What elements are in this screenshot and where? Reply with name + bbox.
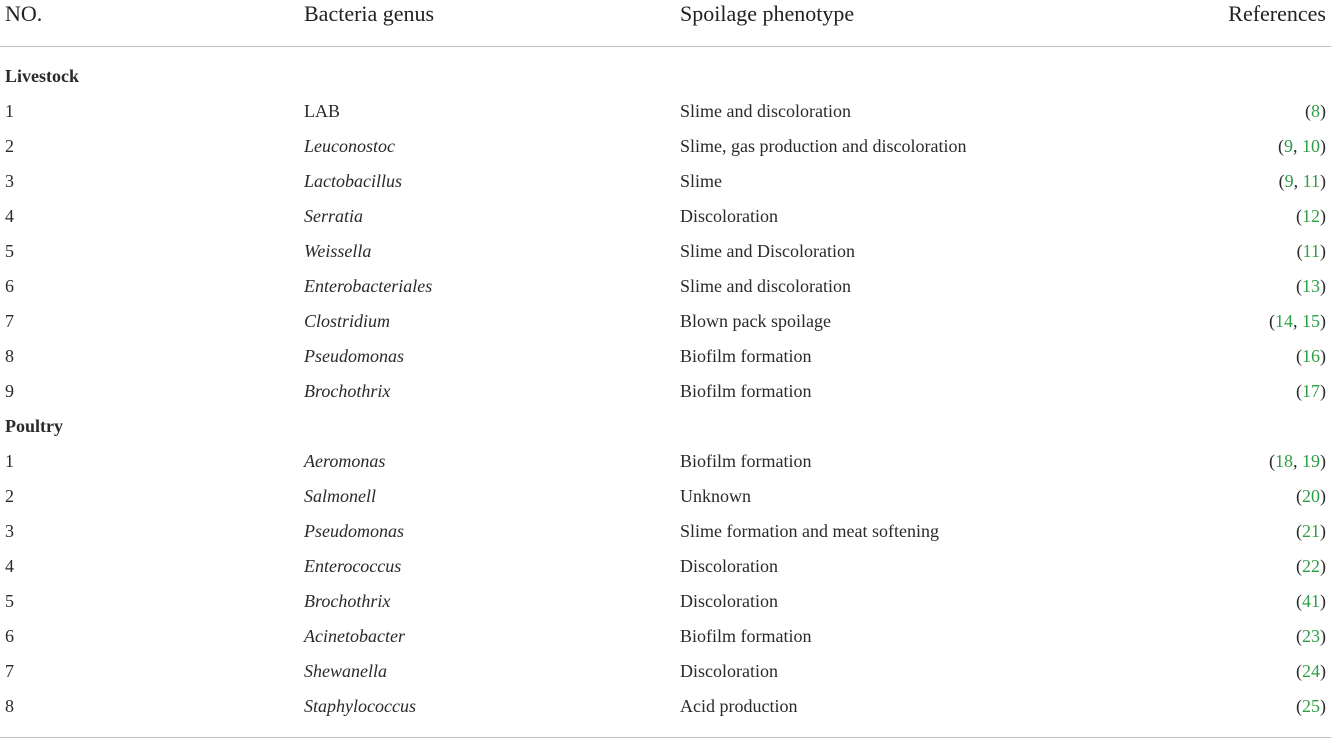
references-cell: (8): [1305, 101, 1326, 121]
row-number: 4: [5, 206, 14, 226]
row-number: 4: [5, 556, 14, 576]
reference-link[interactable]: 41: [1302, 591, 1320, 611]
group-label: Livestock: [5, 66, 79, 86]
row-number: 7: [5, 661, 14, 681]
reference-link[interactable]: 24: [1302, 661, 1320, 681]
bacteria-genus: Pseudomonas: [304, 521, 404, 541]
reference-link[interactable]: 16: [1302, 346, 1320, 366]
spoilage-phenotype: Biofilm formation: [680, 451, 812, 471]
row-number: 1: [5, 451, 14, 471]
bacteria-genus: Brochothrix: [304, 591, 391, 611]
bacteria-genus: Aeromonas: [304, 451, 386, 471]
reference-link[interactable]: 17: [1302, 381, 1320, 401]
references-cell: (14, 15): [1269, 311, 1326, 331]
table-row: [0, 164, 1331, 199]
header-genus: Bacteria genus: [304, 1, 435, 26]
bacteria-genus: Acinetobacter: [304, 626, 405, 646]
bacteria-genus: Lactobacillus: [304, 171, 402, 191]
references-cell: (22): [1296, 556, 1326, 576]
bacteria-genus: Enterococcus: [304, 556, 402, 576]
row-number: 6: [5, 276, 14, 296]
bacteria-genus: Staphylococcus: [304, 696, 416, 716]
reference-link[interactable]: 19: [1302, 451, 1320, 471]
table-row: [0, 549, 1331, 584]
reference-link[interactable]: 9: [1284, 136, 1293, 156]
row-number: 2: [5, 486, 14, 506]
row-number: 5: [5, 591, 14, 611]
spoilage-phenotype: Biofilm formation: [680, 626, 812, 646]
bacteria-genus: Clostridium: [304, 311, 391, 331]
references-cell: (25): [1296, 696, 1326, 716]
reference-link[interactable]: 21: [1302, 521, 1320, 541]
reference-link[interactable]: 11: [1302, 241, 1320, 261]
row-number: 3: [5, 521, 14, 541]
table-row: [0, 374, 1331, 409]
spoilage-phenotype: Slime and discoloration: [680, 276, 851, 296]
reference-link[interactable]: 15: [1302, 311, 1320, 331]
spoilage-phenotype: Discoloration: [680, 591, 778, 611]
table-row: [0, 304, 1331, 339]
bacteria-genus: Brochothrix: [304, 381, 391, 401]
group-label: Poultry: [5, 416, 63, 436]
spoilage-phenotype: Acid production: [680, 696, 798, 716]
table-row: [0, 654, 1331, 689]
references-cell: (13): [1296, 276, 1326, 296]
references-cell: (20): [1296, 486, 1326, 506]
header-phenotype: Spoilage phenotype: [680, 1, 855, 26]
table-row: [0, 619, 1331, 654]
table-row: [0, 129, 1331, 164]
spoilage-phenotype: Blown pack spoilage: [680, 311, 831, 331]
references-cell: (9, 10): [1278, 136, 1326, 156]
reference-link[interactable]: 20: [1302, 486, 1320, 506]
references-cell: (12): [1296, 206, 1326, 226]
references-cell: (9, 11): [1278, 171, 1326, 191]
reference-link[interactable]: 10: [1302, 136, 1320, 156]
reference-link[interactable]: 12: [1302, 206, 1320, 226]
reference-link[interactable]: 18: [1275, 451, 1293, 471]
row-number: 8: [5, 696, 14, 716]
spoilage-phenotype: Biofilm formation: [680, 381, 812, 401]
spoilage-phenotype: Discoloration: [680, 556, 778, 576]
spoilage-phenotype: Slime formation and meat softening: [680, 521, 939, 541]
table-row: [0, 444, 1331, 479]
reference-link[interactable]: 11: [1302, 171, 1320, 191]
references-cell: (21): [1296, 521, 1326, 541]
table-row: [0, 584, 1331, 619]
bacteria-genus: LAB: [304, 101, 340, 121]
table-row: [0, 479, 1331, 514]
bacteria-genus: Salmonell: [304, 486, 376, 506]
row-number: 5: [5, 241, 14, 261]
header-rule: [0, 46, 1331, 47]
row-number: 6: [5, 626, 14, 646]
row-number: 1: [5, 101, 14, 121]
reference-link[interactable]: 23: [1302, 626, 1320, 646]
bacteria-genus: Weissella: [304, 241, 372, 261]
bacteria-genus: Pseudomonas: [304, 346, 404, 366]
bacteria-genus: Shewanella: [304, 661, 387, 681]
references-cell: (24): [1296, 661, 1326, 681]
spoilage-phenotype: Slime, gas production and discoloration: [680, 136, 967, 156]
bacteria-genus: Enterobacteriales: [304, 276, 433, 296]
reference-link[interactable]: 25: [1302, 696, 1320, 716]
table-row: [0, 689, 1331, 724]
spoilage-phenotype: Discoloration: [680, 661, 778, 681]
reference-link[interactable]: 9: [1284, 171, 1294, 191]
row-number: 7: [5, 311, 14, 331]
reference-link[interactable]: 13: [1302, 276, 1320, 296]
spoilage-phenotype: Slime and discoloration: [680, 101, 851, 121]
references-cell: (11): [1296, 241, 1326, 261]
spoilage-phenotype: Slime and Discoloration: [680, 241, 855, 261]
spoilage-phenotype: Discoloration: [680, 206, 778, 226]
bacteria-genus: Leuconostoc: [304, 136, 395, 156]
reference-link[interactable]: 8: [1311, 101, 1320, 121]
table-row: [0, 94, 1331, 129]
spoilage-phenotype: Biofilm formation: [680, 346, 812, 366]
table-row: [0, 199, 1331, 234]
references-cell: (17): [1296, 381, 1326, 401]
row-number: 8: [5, 346, 14, 366]
references-cell: (23): [1296, 626, 1326, 646]
table-header: [0, 0, 1331, 47]
table-row: [0, 339, 1331, 374]
table-row: [0, 269, 1331, 304]
row-number: 3: [5, 171, 14, 191]
references-cell: (18, 19): [1269, 451, 1326, 471]
table-row: [0, 514, 1331, 549]
bacteria-genus: Serratia: [304, 206, 364, 226]
references-cell: (16): [1296, 346, 1326, 366]
header-no: NO.: [5, 1, 43, 26]
table-row: [0, 234, 1331, 269]
references-cell: (41): [1296, 591, 1326, 611]
row-number: 9: [5, 381, 14, 401]
reference-link[interactable]: 22: [1302, 556, 1320, 576]
header-references: References: [1228, 1, 1326, 26]
spoilage-phenotype: Unknown: [680, 486, 751, 506]
row-number: 2: [5, 136, 14, 156]
bottom-rule: [0, 737, 1331, 738]
spoilage-phenotype: Slime: [680, 171, 723, 191]
reference-link[interactable]: 14: [1275, 311, 1293, 331]
